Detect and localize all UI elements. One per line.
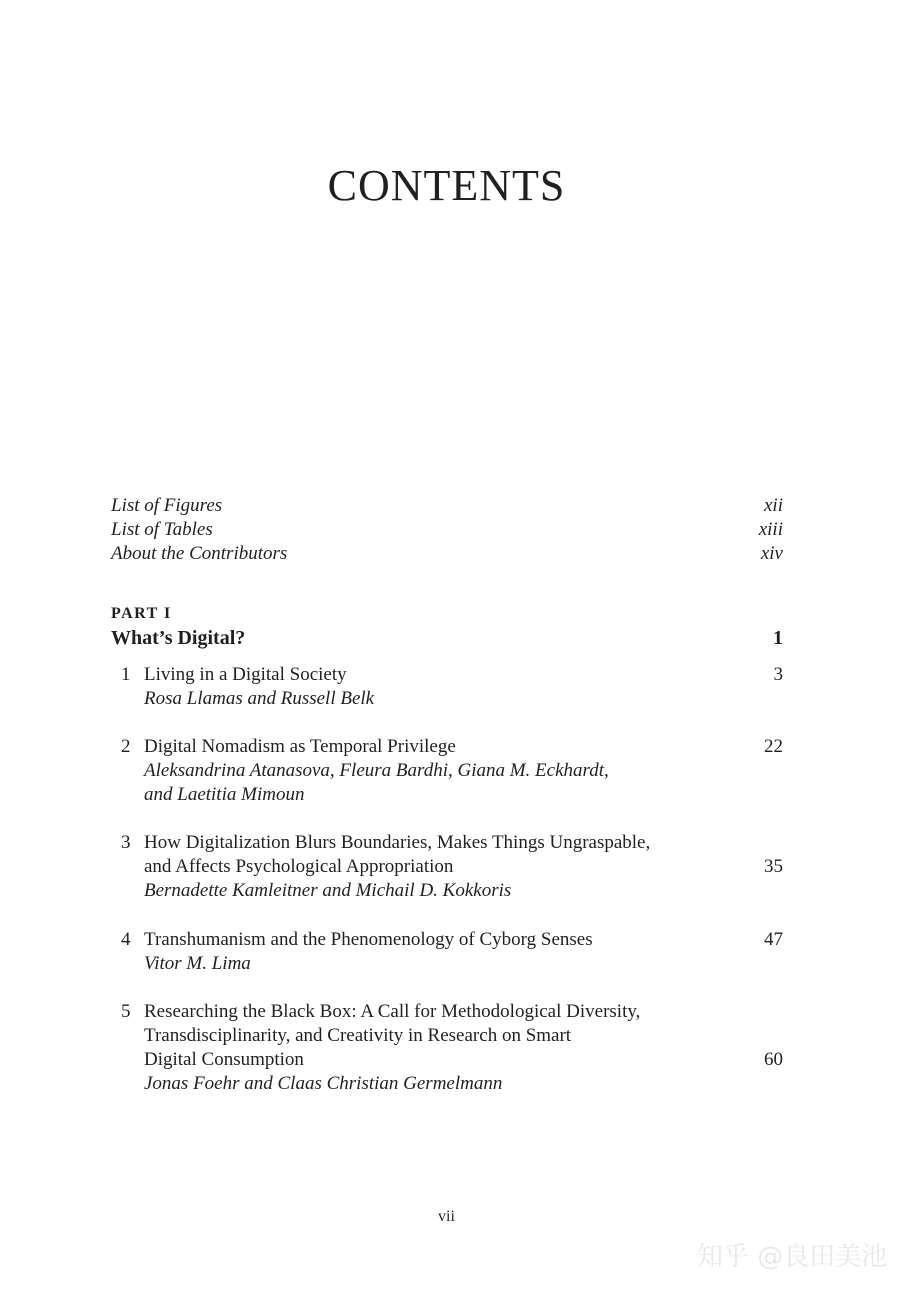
front-matter-page: xiii (758, 519, 783, 540)
front-matter-label: List of Tables (111, 519, 213, 540)
chapter-page: 22 (764, 736, 783, 757)
chapter-entry[interactable] (111, 928, 783, 976)
chapter-entry[interactable] (111, 663, 783, 711)
chapter-entry[interactable] (111, 831, 783, 903)
chapter-number: 3 (121, 832, 131, 853)
chapter-authors: Bernadette Kamleitner and Michail D. Kokkoris (144, 880, 512, 901)
chapter-authors: Jonas Foehr and Claas Christian Germelmann (144, 1073, 503, 1094)
page-title: CONTENTS (327, 161, 566, 210)
chapter-title-line: Digital Consumption (144, 1049, 304, 1070)
chapter-page: 3 (773, 664, 783, 685)
chapter-title-line: and Affects Psychological Appropriation (144, 856, 454, 877)
chapter-number: 4 (121, 929, 131, 950)
part-page: 1 (773, 627, 783, 649)
chapter-page: 35 (764, 856, 783, 877)
chapter-title-line: Transhumanism and the Phenomenology of Cyborg Senses (144, 929, 593, 950)
front-matter-item[interactable] (111, 542, 783, 566)
chapter-title-line: Digital Nomadism as Temporal Privilege (144, 736, 456, 757)
chapter-authors: Vitor M. Lima (144, 953, 251, 974)
chapter-page: 47 (764, 929, 783, 950)
chapter-authors: Rosa Llamas and Russell Belk (144, 688, 375, 709)
front-matter-label: About the Contributors (111, 543, 288, 564)
chapter-entry[interactable] (111, 1000, 783, 1096)
chapter-title-line: Researching the Black Box: A Call for Methodological Diversity, (144, 1001, 641, 1022)
chapter-entry[interactable] (111, 735, 783, 807)
front-matter-label: List of Figures (111, 495, 223, 516)
front-matter-page: xiv (760, 543, 783, 564)
front-matter-page: xii (764, 495, 783, 516)
chapter-number: 2 (121, 736, 131, 757)
part-title-text: What’s Digital? (111, 627, 246, 649)
front-matter-item[interactable] (111, 494, 783, 518)
chapter-authors: Aleksandrina Atanasova, Fleura Bardhi, Giana M. Eckhardt, (144, 760, 609, 781)
chapter-authors: and Laetitia Mimoun (144, 784, 305, 805)
part-label: PART I (111, 605, 172, 622)
chapter-page: 60 (764, 1049, 783, 1070)
chapter-title-line: Living in a Digital Society (144, 664, 347, 685)
part-title[interactable] (111, 627, 783, 650)
chapter-title-line: Transdisciplinarity, and Creativity in Research on Smart (144, 1025, 572, 1046)
watermark: 知乎 @良田美池 (697, 1242, 888, 1272)
chapter-title-line: How Digitalization Blurs Boundaries, Makes Things Ungraspable, (144, 832, 651, 853)
page-number: vii (438, 1208, 455, 1225)
front-matter-list (111, 494, 783, 566)
chapter-number: 5 (121, 1001, 131, 1022)
chapter-number: 1 (121, 664, 131, 685)
front-matter-item[interactable] (111, 518, 783, 542)
